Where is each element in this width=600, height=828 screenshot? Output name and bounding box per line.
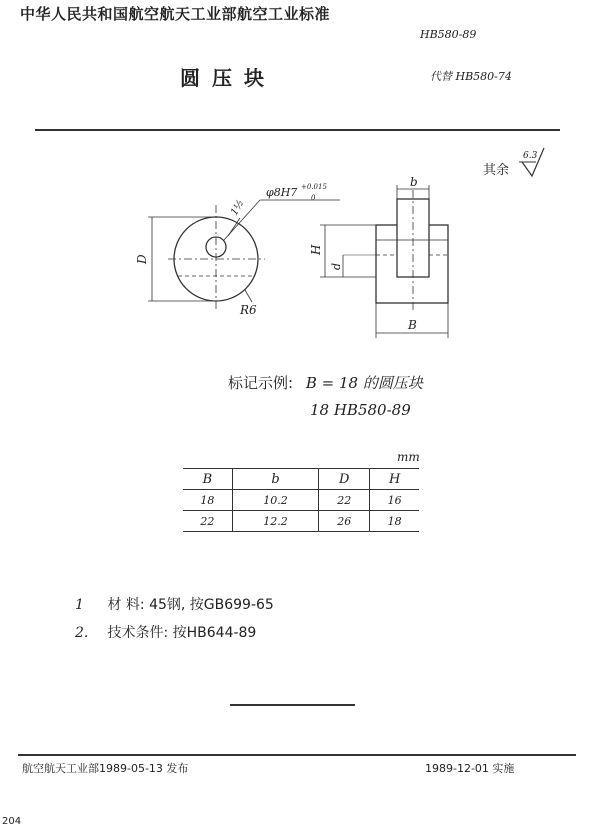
hole-spec: φ8H7 [266,186,298,199]
table-cell: 22 [319,490,370,511]
marking-example-text: B = 18 的圆压块 [305,374,423,392]
hole-tol-lower: 0 [311,194,316,202]
note-text: 技术条件: 按HB644-89 [107,625,257,641]
dim-d-label: d [330,262,343,270]
table-header-row [183,469,419,490]
surface-finish-label: 其余 [483,163,510,178]
dim-B-label: B [408,318,417,332]
table-unit: mm [397,450,420,464]
dim-H-label: H [309,244,323,255]
hole-tol-upper: +0.015 [301,183,327,191]
table-row [183,490,419,511]
dim-b-label: b [410,175,418,189]
table-header-cell: b [232,469,319,490]
table-header-cell: H [370,469,419,490]
dim-D-label: D [135,254,149,264]
note-number: 1 [75,597,84,613]
table-cell: 10.2 [232,490,319,511]
note-technical-conditions [75,622,256,642]
end-rule [230,704,355,706]
roughness-label: R6 [240,303,257,317]
table-cell: 18 [370,511,419,532]
table-cell: 22 [200,514,215,528]
table-cell: 12.2 [232,511,319,532]
dimension-table [183,468,419,532]
replaces-standard: 代替 HB580-74 [430,70,512,83]
standard-number: HB580-89 [420,28,477,41]
effective-date: 1989-12-01 实施 [425,762,515,775]
footer-divider [18,754,576,756]
standard-body-title: 中华人民共和国航空航天工业部航空工业标准 [20,5,331,23]
table-cell: 16 [370,490,419,511]
table-header-cell: D [319,469,370,490]
page-number: 204 [2,816,22,827]
table-header-cell: B [183,469,232,490]
marking-label-text: 标记示例: [228,374,294,392]
note-number: 2. [75,625,89,641]
note-material [75,594,274,614]
issue-date: 航空航天工业部1989-05-13 发布 [22,762,189,775]
chamfer-label: 1½ [229,198,247,218]
surface-finish-value: 6.3 [523,151,538,161]
part-title: 圆压块 [180,66,276,90]
marking-designation: 18 HB580-89 [310,401,411,419]
table-cell: 18 [183,490,232,511]
table-cell: 26 [319,511,370,532]
table-row [183,511,419,532]
note-text: 材 料: 45钢, 按GB699-65 [107,597,274,613]
marking-example [228,372,423,393]
